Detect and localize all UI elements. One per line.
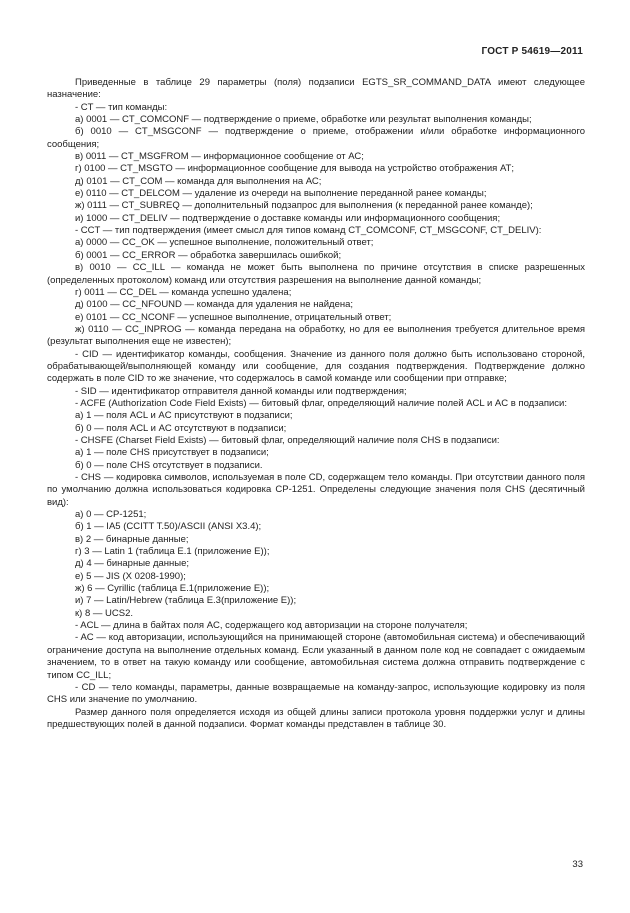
list-item: - AC — код авторизации, использующийся на принимающей стороне (автомобильная система) и обеспечивающий ограничение доступа на выполнение отдельных команд. Если указанный в данном поле код не совпадает с ожидаемым значением, то в ответ на такую команду или сообщение, автомобильная система должна отправить подтверждение с типом CC_ILL; xyxy=(47,632,585,681)
list-item: б) 0 — поля ACL и AC отсутствуют в подзаписи; xyxy=(75,422,287,434)
list-item: и) 1000 — CT_DELIV — подтверждение о доставке команды или информационного сообщения; xyxy=(75,212,501,224)
list-item: а) 0001 — CT_COMCONF — подтверждение о приеме, обработке или результат выполнения команды; xyxy=(75,114,532,126)
list-item: е) 0101 — CC_NCONF — успешное выполнение, отрицательный ответ; xyxy=(75,311,392,323)
list-item: д) 0101 — CT_COM — команда для выполнения на АС; xyxy=(75,175,322,187)
list-item: - SID — идентификатор отправителя данной команды или подтверждения; xyxy=(75,385,407,397)
list-item: б) 0001 — CC_ERROR — обработка завершилась ошибкой; xyxy=(75,249,342,261)
list-item: а) 1 — поля ACL и AC присутствуют в подзаписи; xyxy=(75,410,293,422)
list-item: и) 7 — Latin/Hebrew (таблица Е.3(приложение Е)); xyxy=(75,595,297,607)
list-item: б) 0010 — CT_MSGCONF — подтверждение о приеме, отображении и/или обработке информационного сообщения; xyxy=(47,126,585,150)
list-item: г) 3 — Latin 1 (таблица Е.1 (приложение Е)); xyxy=(75,546,270,558)
paragraph: Размер данного поля определяется исходя из общей длины записи протокола уровня поддержки услуг и длины предшествующих полей в данной подзаписи. Формат команды представлен в таблице 30. xyxy=(47,706,585,730)
list-item: - CHS — кодировка символов, используемая в поле CD, содержащем тело команды. При отсутствии данного поля по умолчанию должна использоваться кодировка CP-1251. Определены следующие значения поля CHS (десятичный вид): xyxy=(47,472,585,508)
list-item: а) 1 — поле CHS присутствует в подзаписи; xyxy=(75,447,269,459)
standard-header: ГОСТ Р 54619—2011 xyxy=(481,46,583,57)
list-item: в) 2 — бинарные данные; xyxy=(75,533,189,545)
list-item: ж) 0110 — CC_INPROG — команда передана на обработку, но для ее выполнения требуется длительное время (результат выполнения еще не известен); xyxy=(47,323,585,348)
list-item: б) 0 — поле CHS отсутствует в подзаписи. xyxy=(75,459,263,471)
list-item: к) 8 — UCS2. xyxy=(75,607,134,619)
list-item: б) 1 — IA5 (CCITT T.50)/ASCII (ANSI X3.4); xyxy=(75,521,262,533)
list-item: г) 0011 — CC_DEL — команда успешно удалена; xyxy=(75,286,292,298)
list-item: ж) 6 — Cyrillic (таблица Е.1(приложение Е)); xyxy=(75,583,270,595)
list-item: - ACFE (Authorization Code Field Exists) — битовый флаг, определяющий наличие полей ACL и AC в подзаписи: xyxy=(75,397,567,409)
list-item: г) 0100 — CT_MSGTO — информационное сообщение для вывода на устройство отображения АТ; xyxy=(75,163,514,175)
list-item: - CHSFE (Charset Field Exists) — битовый флаг, определяющий наличие поля CHS в подзаписи: xyxy=(75,434,500,446)
list-item: - ACL — длина в байтах поля AC, содержащего код авторизации на стороне получателя; xyxy=(75,620,468,632)
list-item: д) 4 — бинарные данные; xyxy=(75,558,190,570)
list-item: а) 0000 — CC_OK — успешное выполнение, положительный ответ; xyxy=(75,237,374,249)
list-item: - CT — тип команды: xyxy=(75,101,168,113)
page-number: 33 xyxy=(572,859,583,870)
list-item: в) 0011 — CT_MSGFROM — информационное сообщение от АС; xyxy=(75,151,364,163)
list-item: а) 0 — CP-1251; xyxy=(75,509,147,521)
list-item: - CCT — тип подтверждения (имеет смысл для типов команд CT_COMCONF, CT_MSGCONF, CT_DELIV): xyxy=(75,225,542,237)
list-item: ж) 0111 — CT_SUBREQ — дополнительный подзапрос для выполнения (к переданной ранее команде); xyxy=(75,200,533,212)
list-item: д) 0100 — CC_NFOUND — команда для удаления не найдена; xyxy=(75,299,354,311)
list-item: е) 5 — JIS (X 0208-1990); xyxy=(75,570,186,582)
list-item: в) 0010 — CC_ILL — команда не может быть выполнена по причине отсутствия в списке разрешенных (определенных протоколом) команд или отсутствия разрешения на выполнение данной команды; xyxy=(47,262,585,286)
paragraph: Приведенные в таблице 29 параметры (поля) подзаписи EGTS_SR_COMMAND_DATA имеют следующее назначение: xyxy=(47,77,585,101)
list-item: - CID — идентификатор команды, сообщения. Значение из данного поля должно быть использовано стороной, обрабатывающей/выполняющей команду или сообщение, для создания подтверждения. Подтверждение должно содержать в поле CID то же значение, что содержалось в самой команде или сообщении при отправке; xyxy=(47,348,585,385)
document-body xyxy=(47,77,585,731)
list-item: е) 0110 — CT_DELCOM — удаление из очереди на выполнение переданной ранее команды; xyxy=(75,188,487,200)
list-item: - CD — тело команды, параметры, данные возвращаемые на команду-запрос, использующие кодировку из поля CHS или значение по умолчанию. xyxy=(47,681,585,706)
